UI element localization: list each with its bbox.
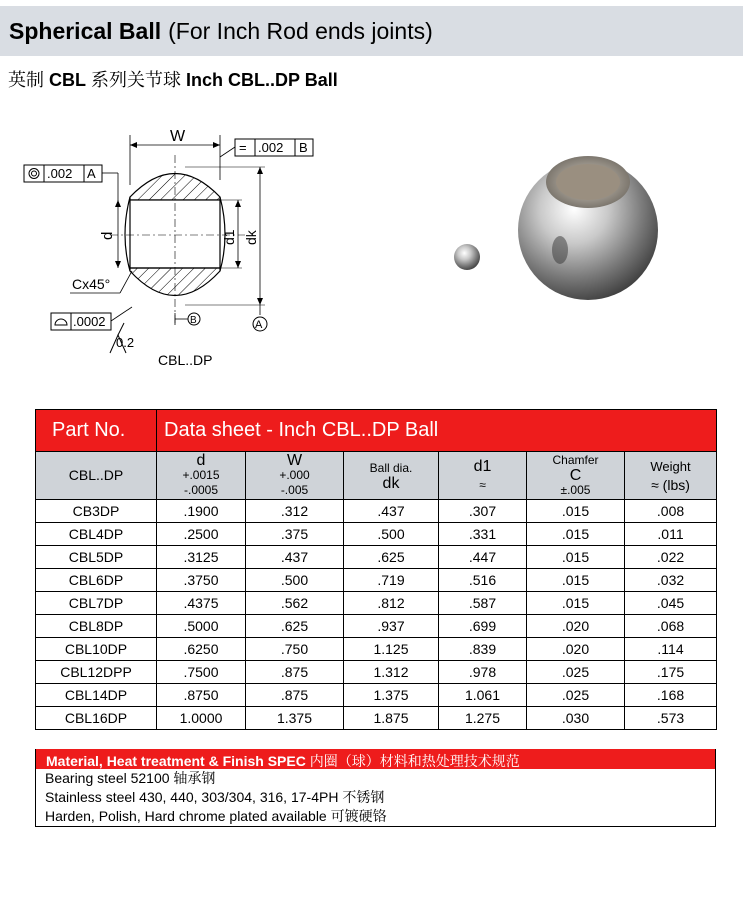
table-row xyxy=(36,500,717,523)
product-photo xyxy=(440,150,680,310)
table-title-row xyxy=(36,410,717,452)
col-header-d1: d1 ≈ xyxy=(439,452,527,500)
table-row xyxy=(36,592,717,615)
table-cell: .699 xyxy=(439,615,527,638)
table-cell: .015 xyxy=(527,523,625,546)
data-sheet-table xyxy=(35,409,717,730)
part-number-cell: CBL12DPP xyxy=(36,661,157,684)
table-cell: .045 xyxy=(625,592,717,615)
small-ball-image xyxy=(454,244,480,270)
part-number-cell: CBL16DP xyxy=(36,707,157,730)
table-cell: .025 xyxy=(527,684,625,707)
table-cell: .025 xyxy=(527,661,625,684)
table-cell: .015 xyxy=(527,500,625,523)
table-cell: .114 xyxy=(625,638,717,661)
table-cell: .020 xyxy=(527,638,625,661)
table-cell: .1900 xyxy=(157,500,246,523)
table-cell: .447 xyxy=(439,546,527,569)
table-cell: .625 xyxy=(246,615,344,638)
table-cell: .978 xyxy=(439,661,527,684)
page-title xyxy=(0,6,743,56)
table-cell: .307 xyxy=(439,500,527,523)
table-cell: .312 xyxy=(246,500,344,523)
part-number-cell: CBL4DP xyxy=(36,523,157,546)
table-cell: .625 xyxy=(344,546,439,569)
part-number-cell: CBL14DP xyxy=(36,684,157,707)
datum-b: B xyxy=(190,315,197,326)
table-cell: .437 xyxy=(246,546,344,569)
table-cell: .015 xyxy=(527,569,625,592)
table-cell: .516 xyxy=(439,569,527,592)
table-cell: .008 xyxy=(625,500,717,523)
table-cell: .375 xyxy=(246,523,344,546)
table-row xyxy=(36,523,717,546)
table-cell: .500 xyxy=(344,523,439,546)
table-cell: .175 xyxy=(625,661,717,684)
table-cell: .011 xyxy=(625,523,717,546)
table-cell: .020 xyxy=(527,615,625,638)
table-cell: 1.312 xyxy=(344,661,439,684)
parallel-ref: B xyxy=(299,140,308,155)
table-row xyxy=(36,638,717,661)
subtitle-series: CBL xyxy=(49,70,87,90)
label-chamfer: Cx45° xyxy=(72,276,111,292)
part-number-cell: CBL6DP xyxy=(36,569,157,592)
table-cell: .7500 xyxy=(157,661,246,684)
table-cell: 1.375 xyxy=(344,684,439,707)
table-cell: .719 xyxy=(344,569,439,592)
table-cell: .2500 xyxy=(157,523,246,546)
profile-tol: .0002 xyxy=(73,314,106,329)
subtitle xyxy=(8,66,338,92)
subtitle-cn-1: 英制 xyxy=(8,70,44,90)
table-row xyxy=(36,661,717,684)
table-cell: .6250 xyxy=(157,638,246,661)
table-row xyxy=(36,615,717,638)
concentric-ref: A xyxy=(87,166,96,181)
col-header-part: CBL..DP xyxy=(36,452,157,500)
table-cell: 1.375 xyxy=(246,707,344,730)
table-cell: .331 xyxy=(439,523,527,546)
technical-drawing xyxy=(20,125,330,375)
part-no-header: Part No. xyxy=(36,410,157,452)
table-cell: .562 xyxy=(246,592,344,615)
column-header-row xyxy=(36,452,717,500)
material-line: Harden, Polish, Hard chrome plated available 可镀硬铬 xyxy=(45,808,387,824)
table-cell: 1.275 xyxy=(439,707,527,730)
roughness: 0.2 xyxy=(116,335,135,350)
table-cell: .812 xyxy=(344,592,439,615)
table-cell: .015 xyxy=(527,546,625,569)
part-number-cell: CBL7DP xyxy=(36,592,157,615)
table-cell: .168 xyxy=(625,684,717,707)
col-header-w: W +.000 -.005 xyxy=(246,452,344,500)
table-row xyxy=(36,546,717,569)
table-cell: 1.125 xyxy=(344,638,439,661)
table-cell: .875 xyxy=(246,661,344,684)
table-cell: .032 xyxy=(625,569,717,592)
col-header-d: d +.0015 -.0005 xyxy=(157,452,246,500)
parallel-tol: .002 xyxy=(258,140,284,155)
subtitle-cn-2: 系列关节球 xyxy=(91,70,182,90)
table-cell: .750 xyxy=(246,638,344,661)
table-row xyxy=(36,707,717,730)
table-cell: .5000 xyxy=(157,615,246,638)
table-row xyxy=(36,569,717,592)
table-cell: .875 xyxy=(246,684,344,707)
part-number-cell: CBL5DP xyxy=(36,546,157,569)
col-header-chamfer: Chamfer C ±.005 xyxy=(527,452,625,500)
col-header-weight: Weight ≈ (lbs) xyxy=(625,452,717,500)
label-w: W xyxy=(170,128,186,145)
label-d: d xyxy=(99,231,116,240)
table-cell: .015 xyxy=(527,592,625,615)
title-bold: Spherical Ball xyxy=(9,17,162,44)
col-header-ball-dia: Ball dia. dk xyxy=(344,452,439,500)
table-cell: .839 xyxy=(439,638,527,661)
table-cell: 1.0000 xyxy=(157,707,246,730)
table-cell: .022 xyxy=(625,546,717,569)
datum-a: A xyxy=(255,319,263,331)
table-cell: .3125 xyxy=(157,546,246,569)
table-cell: .500 xyxy=(246,569,344,592)
concentric-tol: .002 xyxy=(47,166,73,181)
table-cell: 1.875 xyxy=(344,707,439,730)
table-cell: .4375 xyxy=(157,592,246,615)
part-number-cell: CBL8DP xyxy=(36,615,157,638)
table-cell: .587 xyxy=(439,592,527,615)
part-number-cell: CBL10DP xyxy=(36,638,157,661)
material-line: Stainless steel 430, 440, 303/304, 316, 17-4PH 不锈钢 xyxy=(45,789,385,805)
part-number-cell: CB3DP xyxy=(36,500,157,523)
table-cell: 1.061 xyxy=(439,684,527,707)
material-head-cn: 内圈（球）材料和热处理技术规范 xyxy=(309,753,520,769)
table-cell: .068 xyxy=(625,615,717,638)
material-spec-box xyxy=(35,749,716,827)
title-rest: (For Inch Rod ends joints) xyxy=(168,17,433,44)
material-spec-header xyxy=(36,749,715,769)
table-cell: .8750 xyxy=(157,684,246,707)
table-cell: .573 xyxy=(625,707,717,730)
table-cell: .3750 xyxy=(157,569,246,592)
data-sheet-title: Data sheet - Inch CBL..DP Ball xyxy=(157,410,717,452)
subtitle-en: Inch CBL..DP Ball xyxy=(186,70,338,90)
drawing-caption: CBL..DP xyxy=(158,352,213,368)
material-line: Bearing steel 52100 轴承钢 xyxy=(45,770,216,786)
material-head-en: Material, Heat treatment & Finish SPEC xyxy=(46,753,306,769)
table-cell: .937 xyxy=(344,615,439,638)
table-cell: .030 xyxy=(527,707,625,730)
table-cell: .437 xyxy=(344,500,439,523)
svg-text:=: = xyxy=(239,140,247,155)
table-row xyxy=(36,684,717,707)
label-d1: d1 xyxy=(221,229,237,245)
label-dk: dk xyxy=(243,230,259,245)
